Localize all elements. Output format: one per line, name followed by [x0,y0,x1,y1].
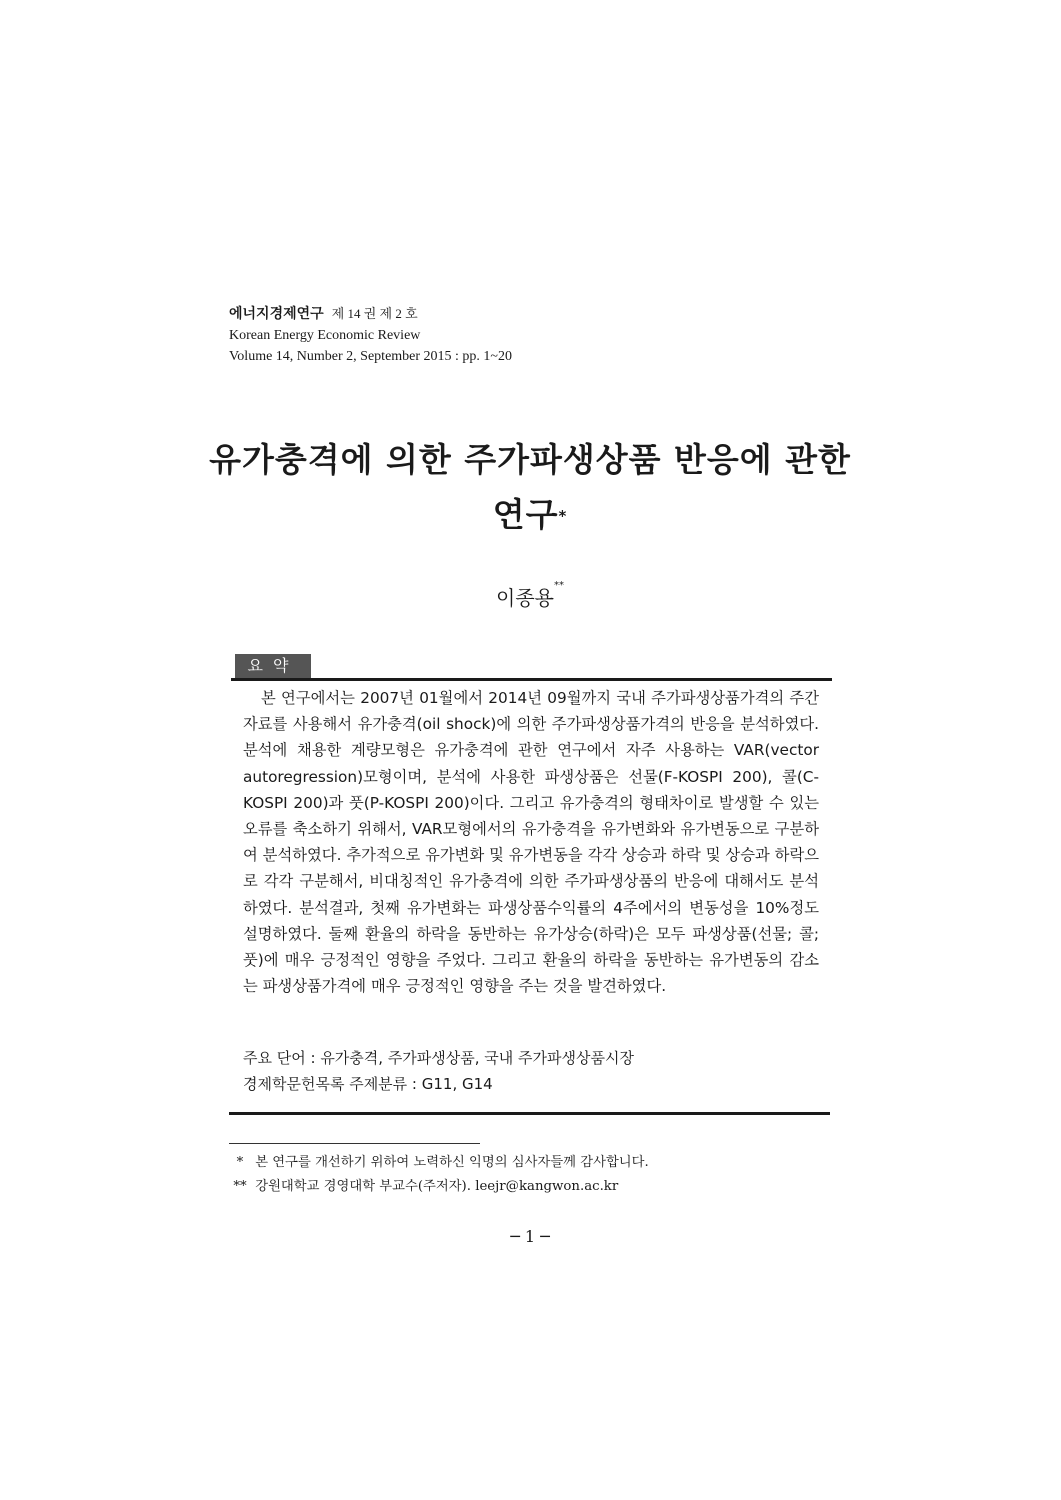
abstract-bottom-rule [229,1112,830,1115]
jel-classification-line: 경제학문헌목록 주제분류 : G11, G14 [243,1075,493,1093]
journal-english-name: Korean Energy Economic Review [229,328,421,343]
author-line [330,582,730,611]
journal-korean-line [229,303,829,325]
paper-title-line2: 연구 [492,495,559,534]
paper-title [200,432,860,542]
footnote-mark: ** [233,1179,247,1194]
paper-title-line2-wrap [200,487,860,542]
abstract-heading-bar [231,654,832,681]
journal-header [229,303,829,367]
footnote-rule [229,1143,480,1144]
author-footnote-mark: ** [553,580,564,591]
keywords-block [243,1045,823,1097]
abstract-heading: 요약 [235,654,311,678]
footnote-acknowledgement [229,1151,849,1175]
page-number: ─ 1 ─ [510,1227,550,1246]
footnotes [229,1151,849,1199]
keywords-line: 주요 단어 : 유가충격, 주가파생상품, 국내 주가파생상품시장 [243,1049,634,1067]
journal-korean-name: 에너지경제연구 [229,307,324,322]
journal-korean-volume: 제 14 권 제 2 호 [331,306,418,321]
author-name: 이종용 [496,586,554,610]
abstract-text: 본 연구에서는 2007년 01월에서 2014년 09월까지 국내 주가파생상품가격의 주간자료를 사용해서 유가충격(oil shock)에 의한 주가파생상품가격의 반응을 분석하였다. 분석에 채용한 계량모형은 유가충격에 관한 연구에서 자주 사용하는 VAR(vector autoregression)모형이며, 분석에 사용한 파생상품은 선물(F-KOSPI 200), 콜(C-KOSPI 200)과 풋(P-KOSPI 200)이다. 그리고 유가충격의 형태차이로 발생할 수 있는 오류를 축소하기 위해서, VAR모형에서의 유가충격을 유가변화와 유가변동으로 구분하여 분석하였다. 추가적으로 유가변화 및 유가변동을 각각 상승과 하락 및 상승과 하락으로 각각 구분해서, 비대칭적인 유가충격에 의한 주가파생상품의 반응에 대해서도 분석하였다. 분석결과, 첫째 유가변화는 파생상품수익률의 4주에서의 변동성을 10%정도 설명하였다. 둘째 환율의 하락을 동반하는 유가상승(하락)은 모두 파생상품(선물; 콜; 풋)에 매우 긍정적인 영향을 주었다. 그리고 환율의 하락을 동반하는 유가변동의 감소는 파생상품가격에 매우 긍정적인 영향을 주는 것을 발견하였다. [243,689,819,996]
paper-title-line1: 유가충격에 의한 주가파생상품 반응에 관한 [209,440,851,479]
journal-citation: Volume 14, Number 2, September 2015 : pp. 1~20 [229,349,513,364]
footnote-mark: * [236,1155,244,1170]
footnote-text: 본 연구를 개선하기 위하여 노력하신 익명의 심사자들께 감사합니다. [255,1155,649,1170]
title-footnote-mark: * [558,507,568,525]
footnote-text: 강원대학교 경영대학 부교수(주저자). leejr@kangwon.ac.kr [255,1179,619,1194]
footnote-author-affiliation [229,1175,849,1199]
